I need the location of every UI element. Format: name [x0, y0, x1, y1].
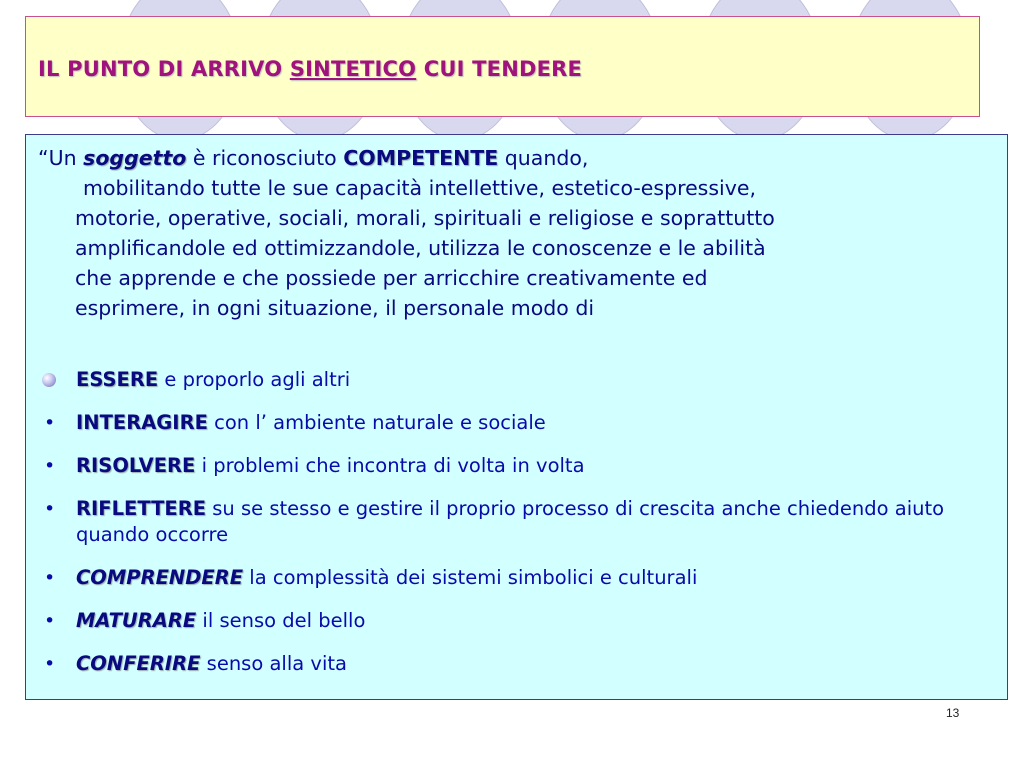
page-number: 13 — [946, 706, 960, 720]
intro-line-4: amplificandole ed ottimizzandole, utilizza le conoscenze e le abilità — [75, 236, 766, 260]
list-item-riflettere — [36, 496, 996, 548]
title-box — [25, 16, 980, 117]
bullet-icon: • — [44, 455, 56, 477]
intro-open: “Un — [38, 146, 84, 170]
sphere-bullet-icon — [42, 373, 56, 387]
item-text: il senso del bello — [196, 609, 366, 632]
list-item-risolvere — [36, 453, 996, 479]
title-underlined-word: SINTETICO — [289, 57, 417, 81]
list-item-essere — [36, 367, 996, 393]
intro-line-3: motorie, operative, sociali, morali, spirituali e religiose e soprattutto — [75, 206, 775, 230]
item-keyword: ESSERE — [76, 368, 159, 391]
item-text: i problemi che incontra di volta in volta — [195, 454, 585, 477]
intro-line-2: mobilitando tutte le sue capacità intellettive, estetico-espressive, — [83, 176, 756, 200]
intro-after: quando, — [498, 146, 589, 170]
intro-body — [38, 173, 998, 323]
bullet-icon: • — [44, 567, 56, 589]
item-keyword: MATURARE — [76, 609, 197, 632]
competence-list — [36, 367, 996, 694]
content-box — [25, 134, 1008, 700]
list-item-maturare — [36, 608, 996, 634]
keyword-competente: COMPETENTE — [343, 146, 499, 170]
keyword-soggetto: soggetto — [83, 146, 187, 170]
intro-line-6: esprimere, in ogni situazione, il personale modo di — [75, 296, 595, 320]
title-text-start: IL PUNTO DI ARRIVO — [38, 57, 290, 81]
title-text-end: CUI TENDERE — [416, 57, 583, 81]
item-text: su se stesso e gestire il proprio processo di crescita anche chiedendo aiuto quando occorre — [76, 497, 945, 546]
intro-first-line — [38, 143, 998, 173]
bullet-icon: • — [44, 653, 56, 675]
intro-line-5: che apprende e che possiede per arricchire creativamente ed — [75, 266, 708, 290]
item-keyword: RISOLVERE — [76, 454, 196, 477]
item-keyword: RIFLETTERE — [76, 497, 207, 520]
list-item-interagire — [36, 410, 996, 436]
item-text: con l’ ambiente naturale e sociale — [207, 411, 546, 434]
item-text: la complessità dei sistemi simbolici e culturali — [243, 566, 698, 589]
bullet-icon: • — [44, 498, 56, 520]
list-item-conferire — [36, 651, 996, 677]
intro-mid: è riconosciuto — [186, 146, 344, 170]
item-text: senso alla vita — [200, 652, 347, 675]
bullet-icon: • — [44, 412, 56, 434]
item-keyword: COMPRENDERE — [76, 566, 244, 589]
item-text: e proporlo agli altri — [158, 368, 351, 391]
intro-paragraph — [38, 143, 998, 323]
list-item-comprendere — [36, 565, 996, 591]
item-keyword: CONFERIRE — [76, 652, 201, 675]
bullet-icon: • — [44, 610, 56, 632]
slide-title — [38, 57, 582, 81]
item-keyword: INTERAGIRE — [76, 411, 208, 434]
